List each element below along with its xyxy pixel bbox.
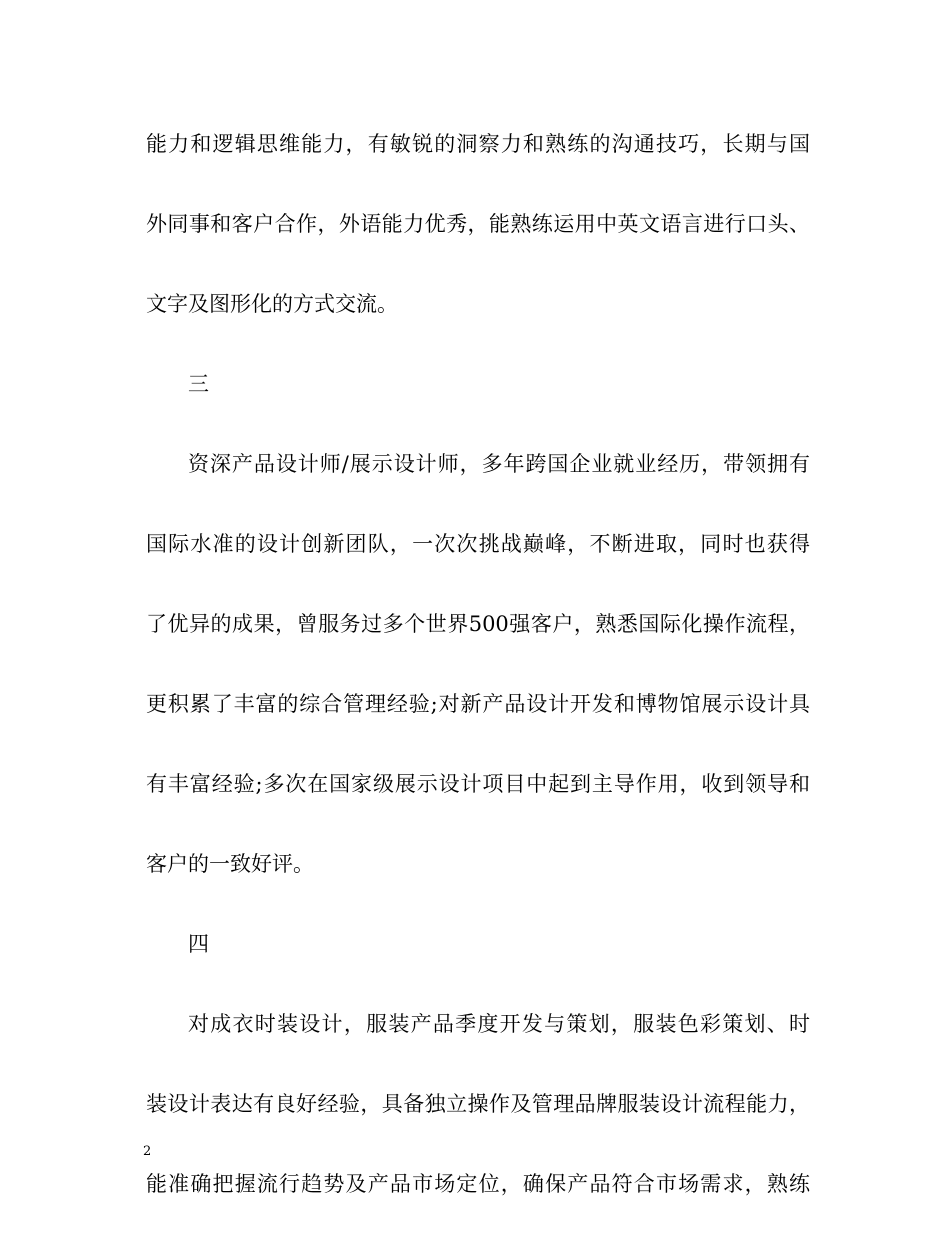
text-line: 国际水准的设计创新团队，一次次挑战巅峰，不断进取，同时也获得 [146,532,810,556]
page-number: 2 [143,1144,152,1159]
text-line: 有丰富经验;多次在国家级展示设计项目中起到主导作用，收到领导和 [146,772,810,796]
text-line: 对成衣时装设计，服装产品季度开发与策划，服装色彩策划、时 [188,1012,810,1036]
text-line: 了优异的成果，曾服务过多个世界500强客户，熟悉国际化操作流程， [146,612,810,636]
section-heading-three: 三 [188,372,209,396]
text-line: 文字及图形化的方式交流。 [146,292,398,316]
text-line: 能准确把握流行趋势及产品市场定位，确保产品符合市场需求，熟练 [146,1172,810,1196]
text-line: 资深产品设计师/展示设计师，多年跨国企业就业经历，带领拥有 [188,452,810,476]
section-heading-four: 四 [188,932,209,956]
body-text [146,122,810,1242]
text-line: 装设计表达有良好经验，具备独立操作及管理品牌服装设计流程能力， [146,1092,810,1116]
text-line: 客户的一致好评。 [146,852,314,876]
text-line: 能力和逻辑思维能力，有敏锐的洞察力和熟练的沟通技巧，长期与国 [146,132,810,156]
text-line: 外同事和客户合作，外语能力优秀，能熟练运用中英文语言进行口头、 [146,212,810,236]
text-line: 更积累了丰富的综合管理经验;对新产品设计开发和博物馆展示设计具 [146,692,810,716]
